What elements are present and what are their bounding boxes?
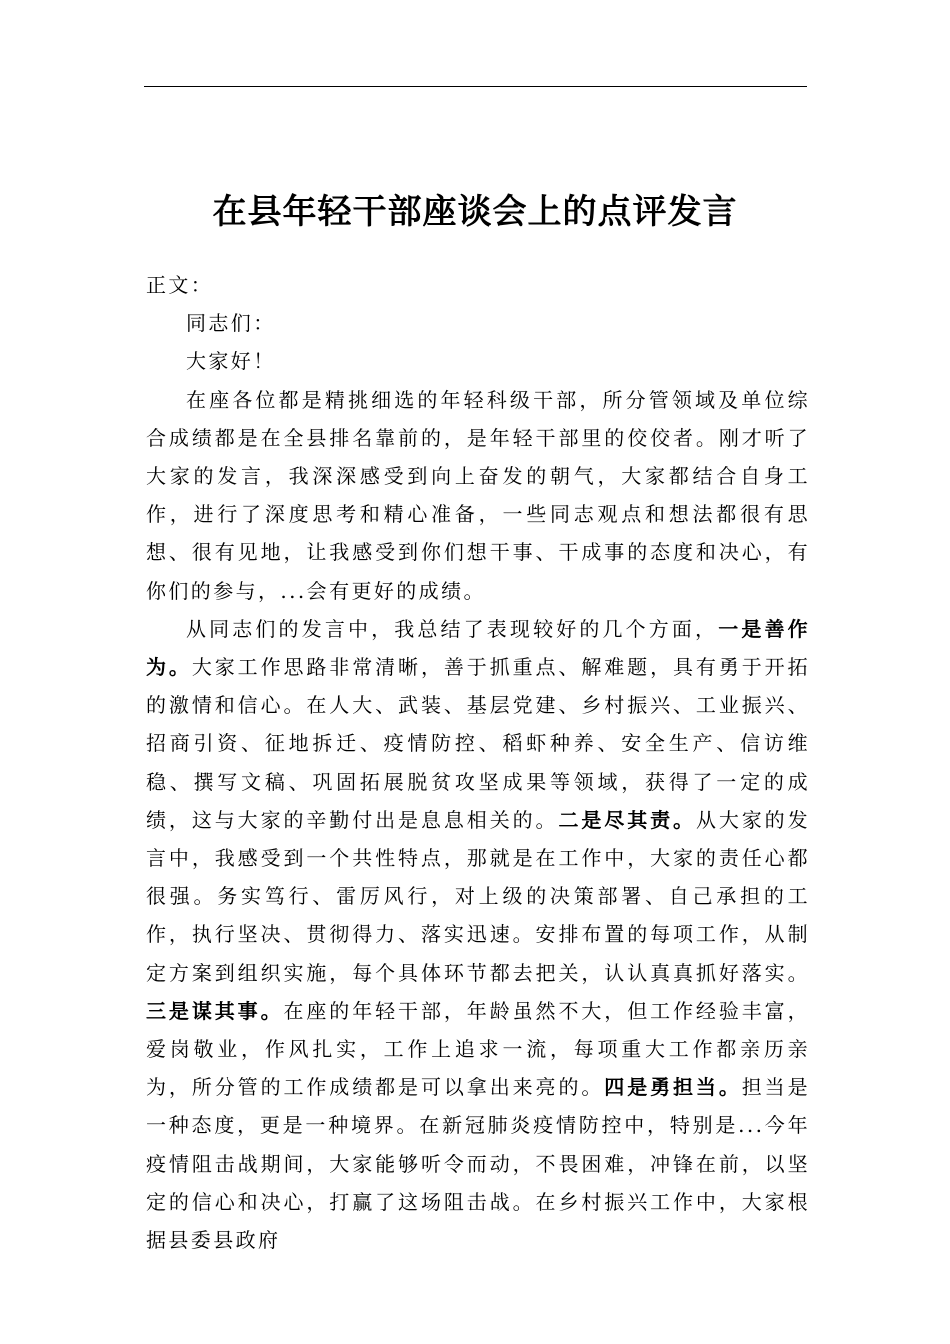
document-title: 在县年轻干部座谈会上的点评发言 xyxy=(212,191,738,232)
paragraph-2 xyxy=(146,610,810,1259)
paragraph-2-intro: 从同志们的发言中，我总结了表现较好的几个方面， xyxy=(186,616,719,641)
body-label: 正文： xyxy=(146,273,214,297)
document-body xyxy=(146,266,810,1259)
header-rule xyxy=(144,86,807,87)
point-2-heading: 二是尽其责。 xyxy=(558,807,696,832)
point-3-heading: 三是谋其事。 xyxy=(146,998,284,1023)
point-4-heading: 四是勇担当。 xyxy=(604,1075,742,1100)
point-2-text: 从大家的发言中，我感受到一个共性特点，那就是在工作中，大家的责任心都很强。务实笃行、雷厉风行，对上级的决策部署、自己承担的工作，执行坚决、贯彻得力、落实迅速。安排布置的每项工作，从制定方案到组织实施，每个具体环节都去把关，认认真真抓好落实。 xyxy=(146,807,810,985)
paragraph-1: 在座各位都是精挑细选的年轻科级干部，所分管领域及单位综合成绩都是在全县排名靠前的，是年轻干部里的佼佼者。刚才听了大家的发言，我深深感受到向上奋发的朝气，大家都结合自身工作，进行了深度思考和精心准备，一些同志观点和想法都很有思想、很有见地，让我感受到你们想干事、干成事的态度和决心，有你们的参与，...会有更好的成绩。 xyxy=(146,387,810,603)
point-1-heading: 一是善作为。 xyxy=(146,616,811,680)
point-4-text: 担当是一种态度，更是一种境界。在新冠肺炎疫情防控中，特别是...今年疫情阻击战期间，大家能够听令而动，不畏困难，冲锋在前，以坚定的信心和决心，打赢了这场阻击战。在乡村振兴工作中，大家根据县委县政府 xyxy=(146,1075,810,1253)
greeting: 大家好！ xyxy=(186,349,276,374)
point-1-text: 大家工作思路非常清晰，善于抓重点、解难题，具有勇于开拓的激情和信心。在人大、武装、基层党建、乡村振兴、工业振兴、招商引资、征地拆迁、疫情防控、稻虾种养、安全生产、信访维稳、撰写文稿、巩固拓展脱贫攻坚成果等领域，获得了一定的成绩，这与大家的辛勤付出是息息相关的。 xyxy=(146,655,810,832)
point-3-text: 在座的年轻干部，年龄虽然不大，但工作经验丰富，爱岗敬业，作风扎实，工作上追求一流，每项重大工作都亲历亲为，所分管的工作成绩都是可以拿出来亮的。 xyxy=(146,998,810,1100)
salutation: 同志们： xyxy=(186,311,276,336)
